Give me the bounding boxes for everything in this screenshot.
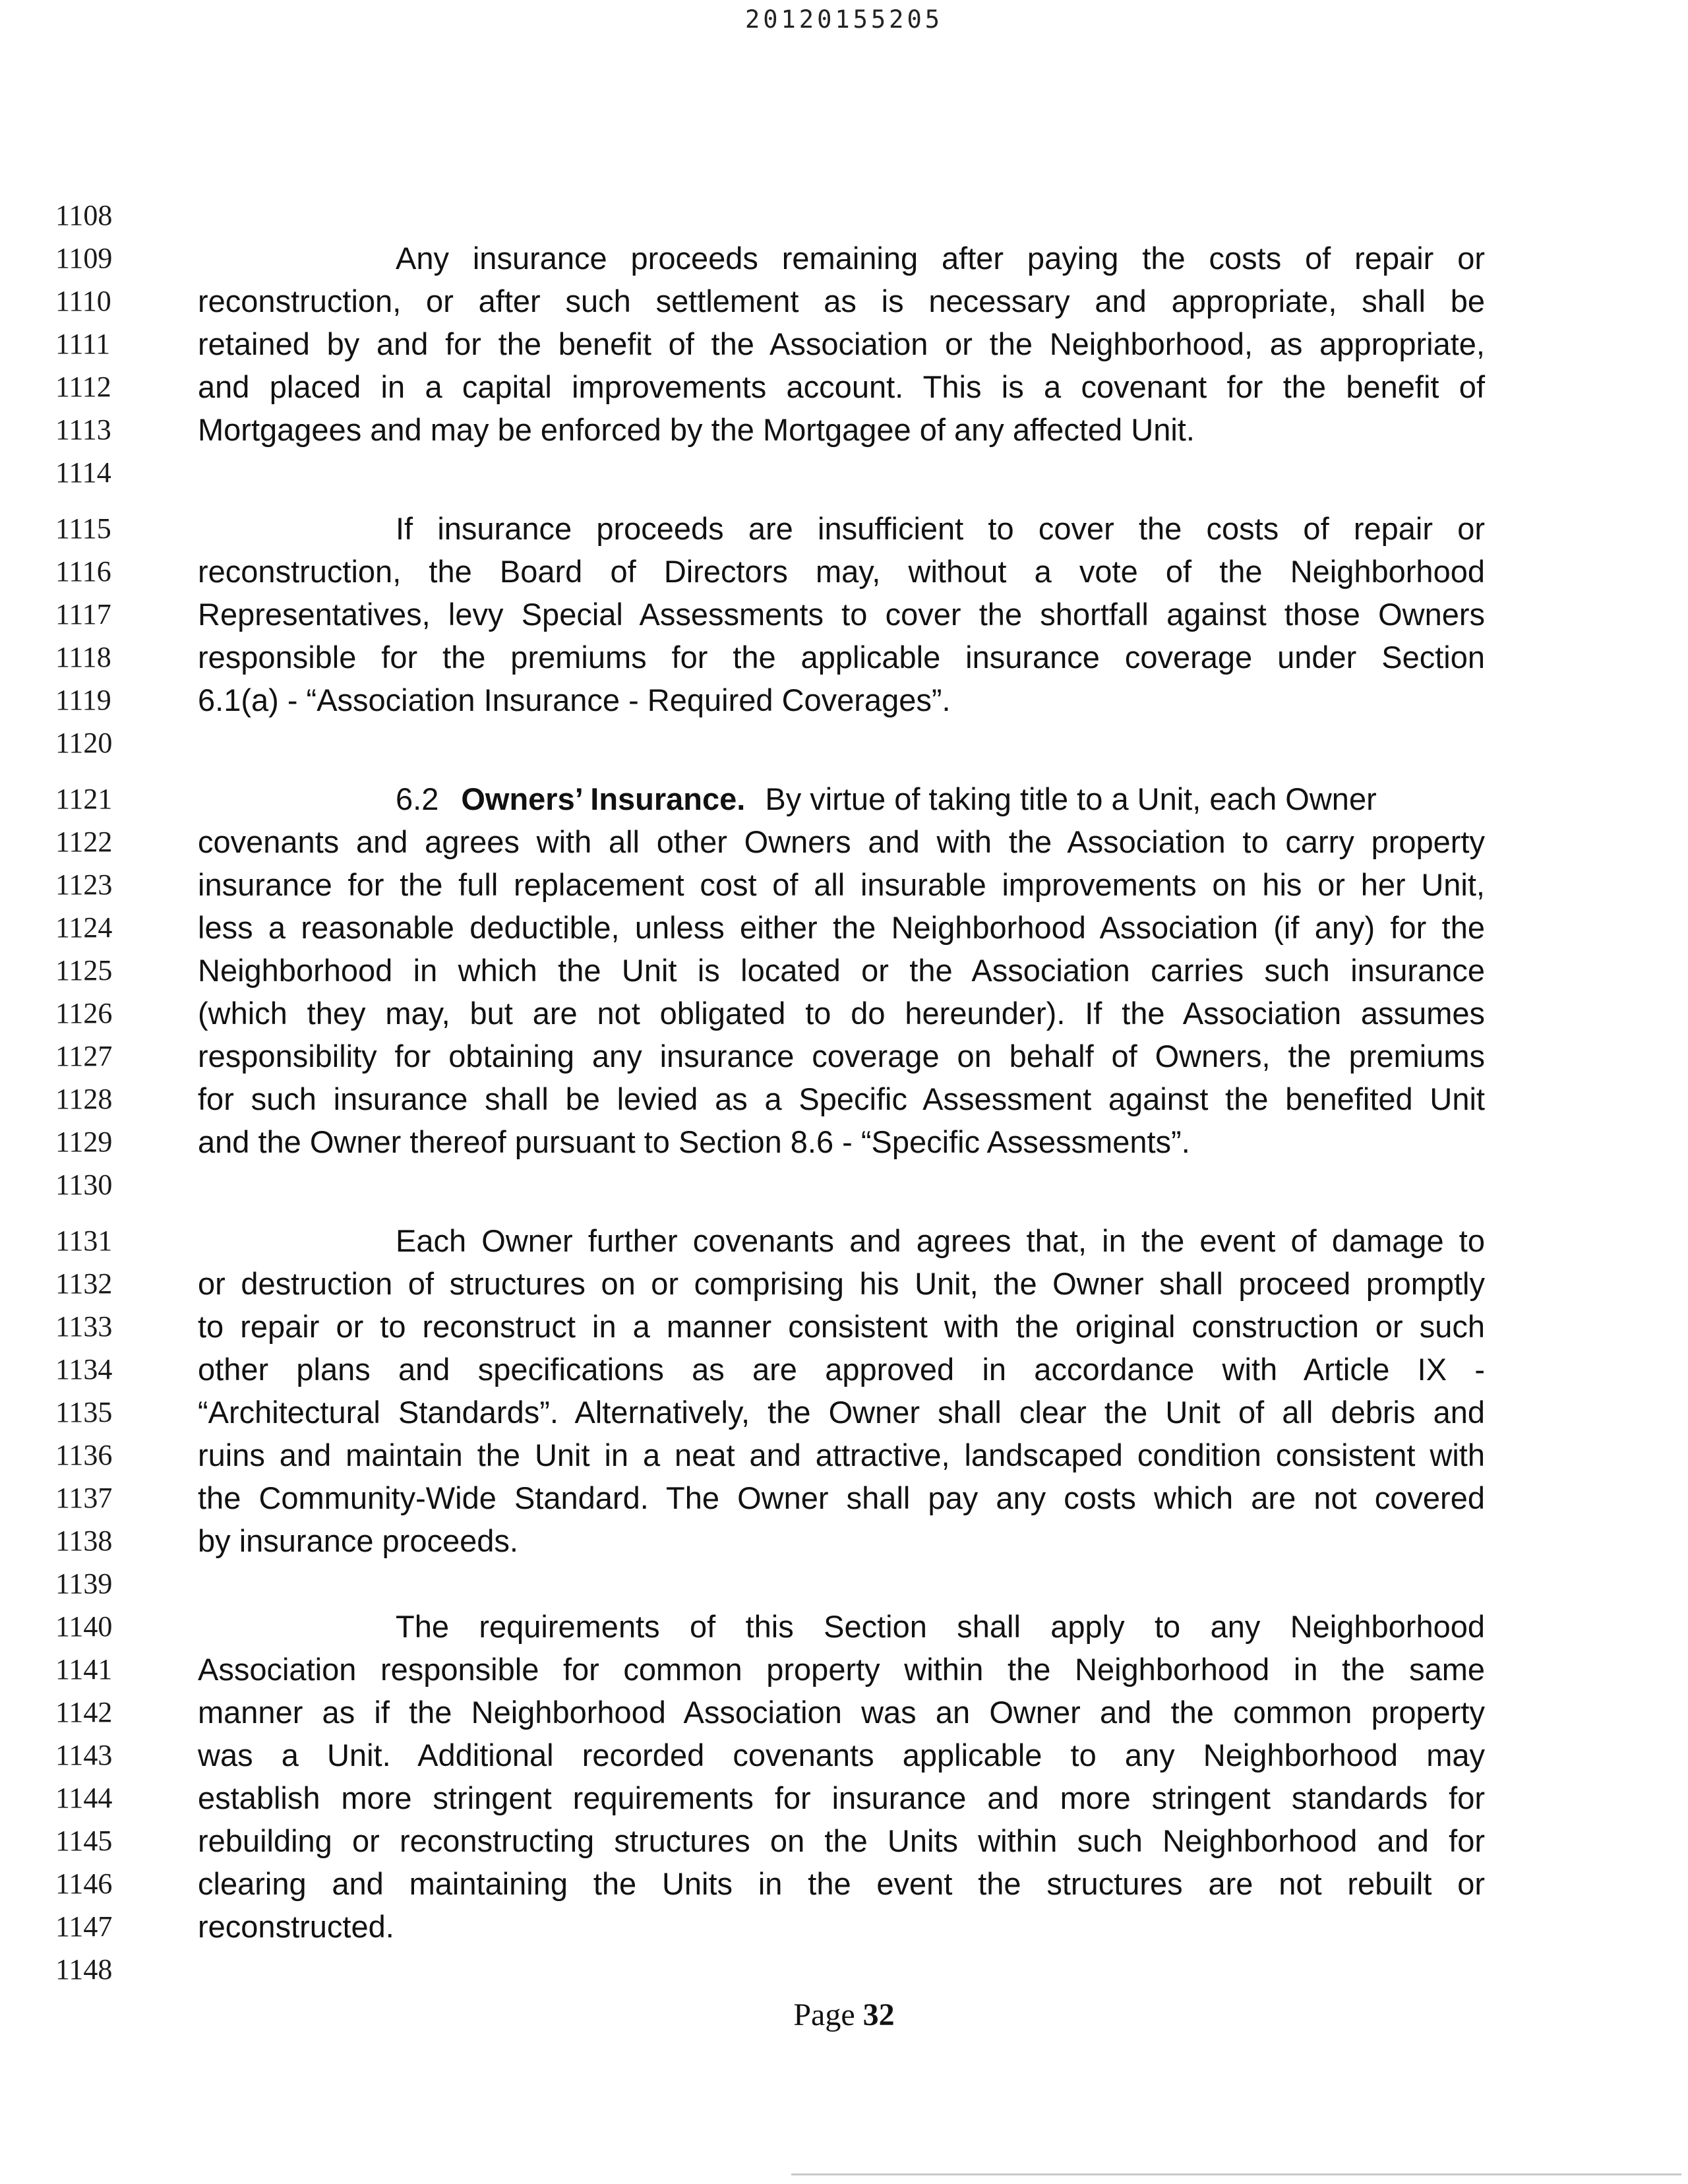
text-line: Any insurance proceeds remaining after paying the costs of repair or [396,241,1485,276]
text-line: and placed in a capital improvements account. This is a covenant for the benefit of [198,369,1485,404]
text-line: ruins and maintain the Unit in a neat and attractive, landscaped condition consistent with [198,1438,1485,1472]
line-number: 1133 [55,1310,113,1343]
line-number: 1137 [55,1482,113,1514]
text-line: 6.1(a) - “Association Insurance - Required Coverages”. [198,682,951,717]
text-line: reconstruction, or after such settlement as is necessary and appropriate, shall be [198,284,1485,318]
document-number: 20120155205 [744,5,944,34]
line-number: 1108 [55,199,113,231]
line-number: 1122 [55,826,113,858]
line-number: 1141 [55,1653,113,1685]
text-line: reconstructed. [198,1909,394,1944]
section-heading-line [396,783,1485,814]
text-line: clearing and maintaining the Units in the event the structures are not rebuilt or [198,1866,1485,1901]
text-line: to repair or to reconstruct in a manner consistent with the original construction or such [198,1309,1485,1344]
text-line: the Community-Wide Standard. The Owner shall pay any costs which are not covered [198,1480,1485,1515]
section-heading: Owners’ Insurance. [461,781,746,816]
text-line: Representatives, levy Special Assessments to cover the shortfall against those Owners [198,597,1485,632]
line-number: 1121 [55,783,113,815]
line-number: 1109 [55,242,113,274]
text-line: by insurance proceeds. [198,1523,518,1558]
line-number: 1140 [55,1610,113,1643]
text-line: (which they may, but are not obligated to do hereunder). If the Association assumes [198,996,1485,1031]
line-number: 1143 [55,1739,113,1771]
text-line: was a Unit. Additional recorded covenants applicable to any Neighborhood may [198,1738,1485,1773]
page-number: 32 [862,1997,895,2032]
line-number: 1128 [55,1083,113,1115]
page-footer [0,1997,1688,2033]
line-number: 1130 [55,1168,113,1201]
line-number: 1145 [55,1825,113,1857]
line-number: 1119 [55,684,111,716]
text-line: or destruction of structures on or comprising his Unit, the Owner shall proceed promptly [198,1266,1485,1301]
line-number: 1134 [55,1353,113,1385]
line-number: 1144 [55,1782,113,1814]
text-line: for such insurance shall be levied as a Specific Assessment against the benefited Unit [198,1081,1485,1116]
page-label: Page [793,1997,855,2032]
text-line: “Architectural Standards”. Alternatively, the Owner shall clear the Unit of all debris and [198,1395,1485,1430]
text-line: other plans and specifications as are approved in accordance with Article IX - [198,1352,1485,1387]
section-number: 6.2 [396,781,439,816]
text-line: and the Owner thereof pursuant to Section 8.6 - “Specific Assessments”. [198,1124,1190,1159]
line-number: 1139 [55,1567,113,1600]
text-line: less a reasonable deductible, unless either the Neighborhood Association (if any) for the [198,910,1485,945]
line-number: 1135 [55,1396,113,1428]
line-number: 1129 [55,1126,113,1158]
line-number: 1147 [55,1910,113,1943]
text-line: reconstruction, the Board of Directors may, without a vote of the Neighborhood [198,554,1485,589]
line-number: 1131 [55,1225,113,1257]
line-number: 1124 [55,911,113,944]
line-number: 1132 [55,1267,113,1300]
line-number: 1123 [55,868,113,901]
text-line: Mortgagees and may be enforced by the Mortgagee of any affected Unit. [198,412,1195,447]
line-number: 1116 [55,555,111,588]
line-number: 1113 [55,413,111,446]
text-line: If insurance proceeds are insufficient to cover the costs of repair or [396,511,1485,546]
line-number: 1138 [55,1525,113,1557]
text-line: establish more stringent requirements for insurance and more stringent standards for [198,1780,1485,1815]
line-number: 1111 [55,328,111,360]
line-number: 1142 [55,1696,113,1728]
section-first-line-text: By virtue of taking title to a Unit, each Owner [765,781,1377,816]
line-number: 1120 [55,727,113,759]
line-number: 1112 [55,371,111,403]
scan-artifact-rule [791,2173,1681,2175]
text-line: retained by and for the benefit of the Association or the Neighborhood, as appropriate, [198,326,1485,361]
text-line: manner as if the Neighborhood Association was an Owner and the common property [198,1695,1485,1730]
text-line: Each Owner further covenants and agrees that, in the event of damage to [396,1223,1485,1258]
line-number: 1115 [55,512,111,545]
line-number: 1114 [55,456,111,489]
line-number: 1127 [55,1040,113,1072]
line-number: 1117 [55,598,111,630]
text-line: covenants and agrees with all other Owners and with the Association to carry property [198,824,1485,859]
line-number: 1146 [55,1867,113,1900]
line-number: 1126 [55,997,113,1029]
text-line: rebuilding or reconstructing structures on the Units within such Neighborhood and for [198,1823,1485,1858]
line-number: 1118 [55,641,111,673]
text-line: Neighborhood in which the Unit is located or the Association carries such insurance [198,953,1485,988]
line-number: 1136 [55,1439,113,1471]
text-line: responsible for the premiums for the applicable insurance coverage under Section [198,640,1485,675]
text-line: The requirements of this Section shall apply to any Neighborhood [396,1609,1485,1644]
text-line: insurance for the full replacement cost of all insurable improvements on his or her Unit, [198,867,1485,902]
line-number: 1110 [55,285,111,317]
line-number: 1148 [55,1953,113,1986]
line-number: 1125 [55,954,113,986]
text-line: responsibility for obtaining any insurance coverage on behalf of Owners, the premiums [198,1039,1485,1074]
text-line: Association responsible for common property within the Neighborhood in the same [198,1652,1485,1687]
